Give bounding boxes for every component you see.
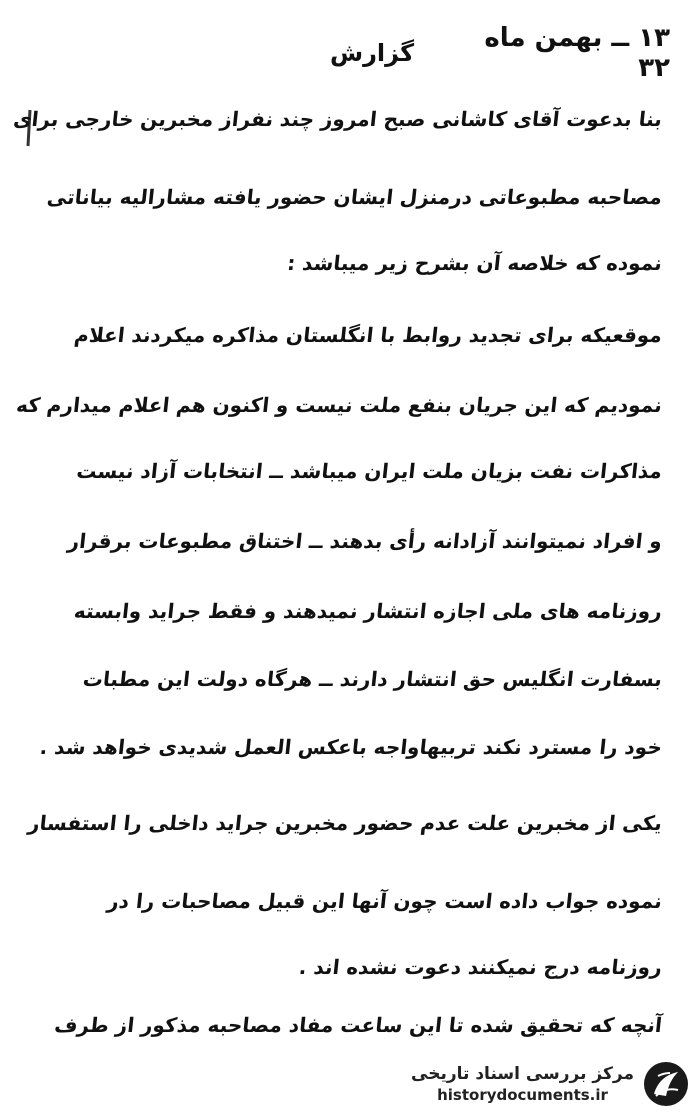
- watermark: [408, 1058, 690, 1110]
- text-line: یکی از مخبرین علت عدم حضور مخبرین جراید داخلی را استفسار: [26, 811, 664, 835]
- text-line: مذاکرات نفت بزیان ملت ایران میباشد ــ انتخابات آزاد نیست: [75, 459, 664, 483]
- watermark-name: مرکز بررسی اسناد تاریخی: [411, 1064, 634, 1084]
- document-date: ۱۳ ــ بهمن ماه ۳۲: [484, 23, 670, 83]
- text-line: روزنامه درج نمیکنند دعوت نشده اند .: [297, 955, 664, 979]
- text-line: روزنامه های ملی اجازه انتشار نمیدهند و فقط جراید وابسته: [72, 599, 664, 623]
- document-header: [330, 23, 670, 83]
- text-line: آنچه که تحقیق شده تا این ساعت مفاد مصاحبه مذکور از طرف: [53, 1013, 664, 1037]
- text-line: و افراد نمیتوانند آزادانه رأی بدهند ــ اختناق مطبوعات برقرار: [66, 529, 664, 553]
- archive-logo-icon: [642, 1060, 690, 1108]
- watermark-text: [411, 1063, 634, 1105]
- text-line: نمودیم که این جریان بنفع ملت نیست و اکنون هم اعلام میدارم که: [15, 393, 664, 417]
- text-line: بسفارت انگلیس حق انتشار دارند ــ هرگاه دولت این مطبات: [81, 667, 664, 691]
- text-line: موقعیکه برای تجدید روابط با انگلستان مذاکره میکردند اعلام: [73, 323, 664, 347]
- text-line: بنا بدعوت آقای کاشانی صبح امروز چند نفراز مخبرین خارجی برای: [12, 107, 664, 131]
- document-title: گزارش: [330, 39, 415, 67]
- text-line: نموده که خلاصه آن بشرح زیر میباشد :: [286, 251, 664, 275]
- text-line: نموده جواب داده است چون آنها این قبیل مصاحبات را در: [106, 889, 664, 913]
- text-line: مصاحبه مطبوعاتی درمنزل ایشان حضور یافته مشارالیه بیاناتی: [45, 185, 664, 209]
- text-line: خود را مسترد نکند تربیهاواجه باعکس العمل شدیدی خواهد شد .: [38, 735, 664, 759]
- watermark-url: historydocuments.ir: [437, 1086, 608, 1104]
